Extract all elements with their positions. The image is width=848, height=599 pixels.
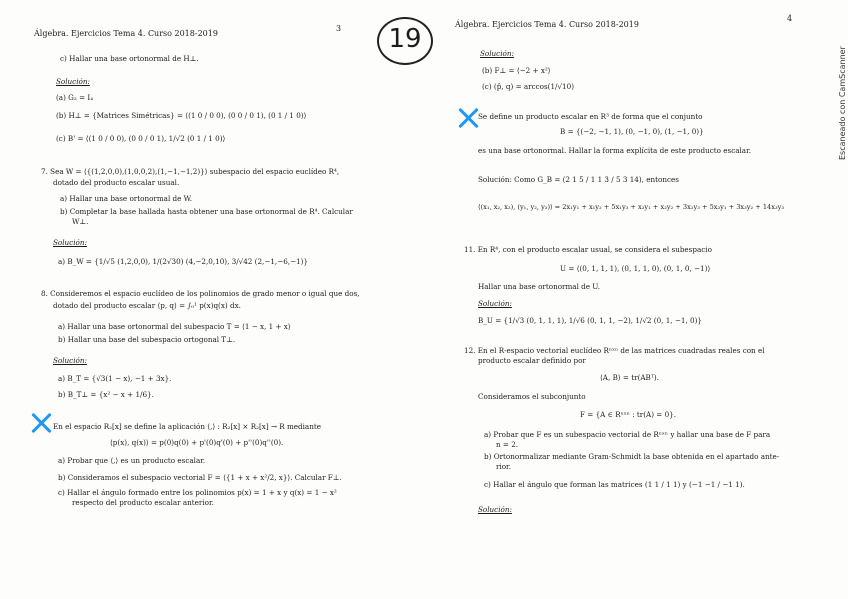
blue-cross-mark	[457, 107, 479, 129]
text-line: Hallar una base ortonormal de U.	[478, 282, 600, 291]
text-line: (c) (p̂, q) = arccos(1/√10)	[482, 82, 575, 91]
text-line: producto escalar definido por	[478, 356, 586, 365]
text-line: c) Hallar el ángulo que forman las matrices (1 1 / 1 1) y (−1 −1 / −1 1).	[484, 480, 745, 489]
text-line: (b) F⊥ = ⟨−2 + x²⟩	[482, 66, 551, 75]
text-line: (c) B' = ⟨(1 0 / 0 0), (0 0 / 0 1), 1/√2 (0 1 / 1 0)⟩	[56, 134, 226, 143]
right-page-number: 4	[787, 14, 793, 23]
exercise-12-statement: 12. En el R-espacio vectorial euclídeo Rⁿˣⁿ de las matrices cuadradas reales con el	[464, 346, 765, 355]
text-line: dotado del producto escalar usual.	[53, 178, 180, 187]
text-line: a) B_T = {√3(1 − x), −1 + 3x}.	[58, 374, 172, 383]
scanner-watermark: Escaneado con CamScanner	[838, 46, 847, 160]
circled-number-text: 19	[388, 24, 422, 54]
text-line: dotado del producto escalar ⟨p, q⟩ = ∫₀¹ p(x)q(x) dx.	[53, 301, 241, 310]
text-line: a) Probar que F es un subespacio vectorial de Rⁿˣⁿ y hallar una base de F para	[484, 430, 771, 439]
exercise-8-statement: 8. Consideremos el espacio euclídeo de los polinomios de grado menor o igual que dos,	[41, 289, 360, 298]
left-page-number: 3	[336, 24, 342, 33]
right-header: Álgebra. Ejercicios Tema 4. Curso 2018-2019	[455, 20, 639, 29]
right-page	[424, 0, 848, 599]
exercise-7-statement: 7. Sea W = ⟨{(1,2,0,0),(1,0,0,2),(1,−1,−1,2)}⟩ subespacio del espacio euclídeo R⁴,	[41, 167, 340, 176]
solution-label: Solución:	[478, 299, 512, 308]
solution-label: Solución:	[53, 356, 87, 365]
exercise-9-statement: En el espacio R₂[x] se define la aplicación ⟨,⟩ : R₂[x] × R₂[x] → R mediante	[53, 422, 321, 431]
text-line: ⟨p(x), q(x)⟩ = p(0)q(0) + p'(0)q'(0) + p''(0)q''(0).	[110, 438, 284, 447]
solution-label: Solución:	[480, 49, 514, 58]
left-header: Álgebra. Ejercicios Tema 4. Curso 2018-2019	[34, 29, 218, 38]
solution-label: Solución:	[478, 505, 512, 514]
text-line: a) Hallar una base ortonormal del subespacio T = ⟨1 − x, 1 + x⟩	[58, 322, 291, 331]
text-line: (a) G₂ = I₄	[56, 93, 94, 102]
text-line: Consideramos el subconjunto	[478, 392, 586, 401]
text-line: c) Hallar una base ortonormal de H⊥.	[60, 54, 199, 63]
text-line: n = 2.	[496, 440, 519, 449]
text-line: a) Probar que ⟨,⟩ es un producto escalar.	[58, 456, 206, 465]
text-line: F = {A ∈ Rⁿˣⁿ : tr(A) = 0}.	[580, 410, 677, 419]
text-line: B_U = {1/√3 (0, 1, 1, 1), 1/√6 (0, 1, 1, −2), 1/√2 (0, 1, −1, 0)}	[478, 316, 702, 325]
text-line: ⟨A, B⟩ = tr(ABᵀ).	[600, 373, 659, 382]
text-line: b) B_T⊥ = {x² − x + 1/6}.	[58, 390, 154, 399]
text-line: es una base ortonormal. Hallar la forma explícita de este producto escalar.	[478, 146, 752, 155]
text-line: a) B_W = {1/√5 (1,2,0,0), 1/(2√30) (4,−2,0,10), 3/√42 (2,−1,−6,−1)}	[58, 257, 309, 266]
circled-number	[377, 17, 433, 65]
text-line: b) Completar la base hallada hasta obtener una base ortonormal de R⁴. Calcular	[60, 207, 353, 216]
text-line: c) Hallar el ángulo formado entre los polinomios p(x) = 1 + x y q(x) = 1 − x²	[58, 488, 337, 497]
exercise-10-statement: Se define un producto escalar en R³ de forma que el conjunto	[478, 112, 703, 121]
text-line: (b) H⊥ = {Matrices Simétricas} = ⟨(1 0 / 0 0), (0 0 / 0 1), (0 1 / 1 0)⟩	[56, 111, 307, 120]
text-line: b) Consideramos el subespacio vectorial F = ⟨{1 + x + x²/2, x}⟩. Calcular F⊥.	[58, 473, 342, 482]
blue-cross-mark	[30, 412, 52, 434]
solution-label: Solución:	[56, 77, 90, 86]
text-line: ⟨(x₁, x₂, x₃), (y₁, y₂, y₃)⟩ = 2x₁y₁ + x₁y₂ + 5x₁y₃ + x₂y₁ + x₂y₂ + 3x₂y₃ + 5x₃y₁ + 3x₃y₂ + 14x₃y₃	[478, 203, 784, 211]
text-line: respecto del producto escalar anterior.	[72, 498, 214, 507]
exercise-11-statement: 11. En R⁴, con el producto escalar usual, se considera el subespacio	[464, 245, 712, 254]
text-line: W⊥.	[72, 217, 89, 226]
text-line: Solución: Como G_B = (2 1 5 / 1 1 3 / 5 3 14), entonces	[478, 175, 679, 184]
text-line: a) Hallar una base ortonormal de W.	[60, 194, 193, 203]
text-line: b) Ortonormalizar mediante Gram-Schmidt la base obtenida en el apartado ante-	[484, 452, 780, 461]
text-line: U = ⟨(0, 1, 1, 1), (0, 1, 1, 0), (0, 1, 0, −1)⟩	[560, 264, 711, 273]
solution-label: Solución:	[53, 238, 87, 247]
text-line: B = {(−2, −1, 1), (0, −1, 0), (1, −1, 0)}	[560, 127, 704, 136]
text-line: b) Hallar una base del subespacio ortogonal T⊥.	[58, 335, 236, 344]
text-line: rior.	[496, 462, 511, 471]
